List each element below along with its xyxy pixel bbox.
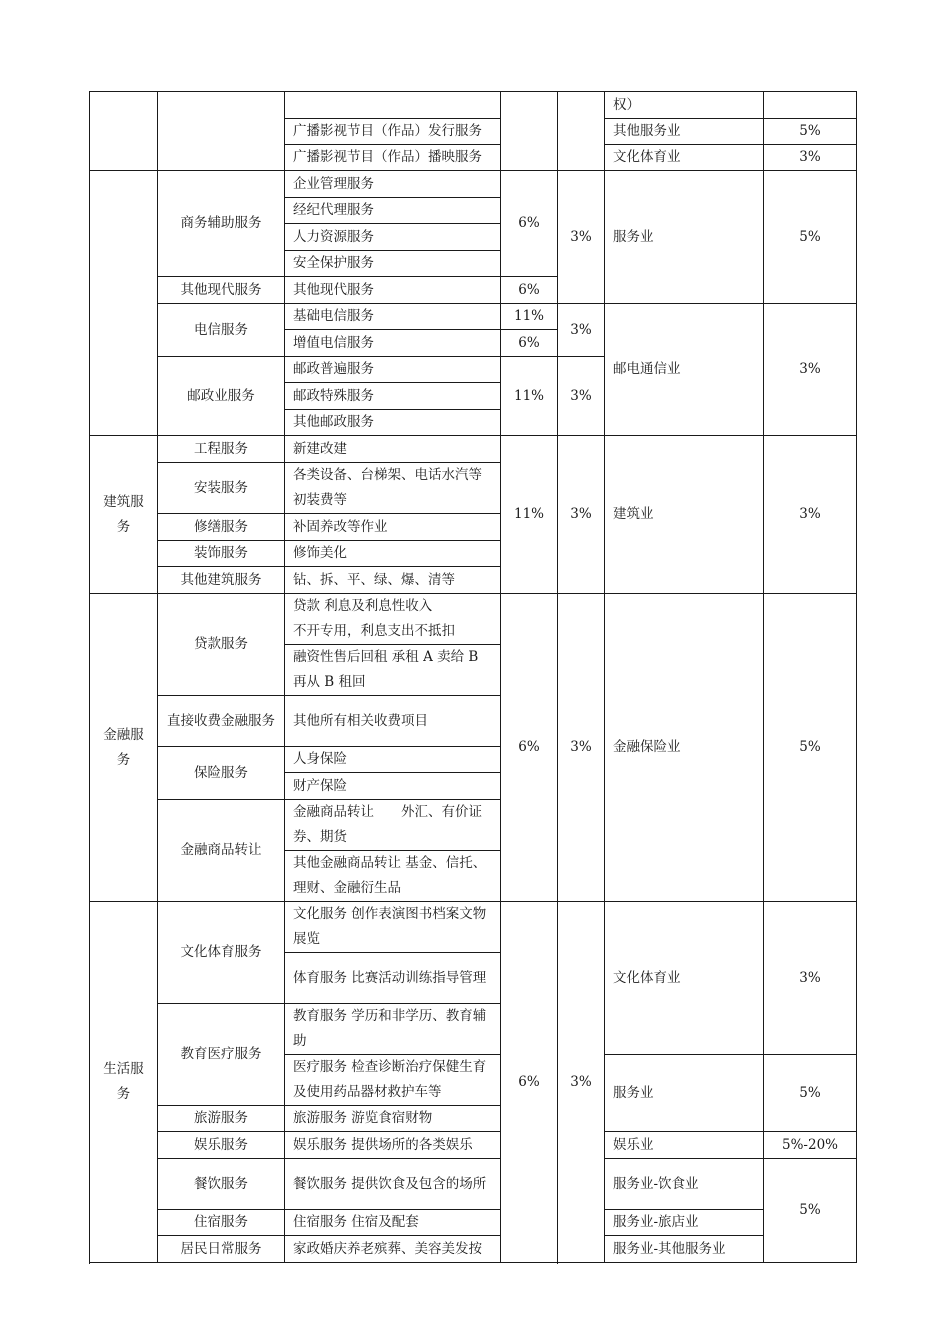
table-row [90,1210,857,1236]
item-cell: 各类设备、台梯架、电话水汽等初装费等 [285,463,501,514]
subcategory-cell: 直接收费金融服务 [158,696,285,747]
industry-rate-cell [764,92,857,119]
small-rate-cell: 3% [558,304,605,357]
table-row [90,304,857,330]
subcategory-cell: 餐饮服务 [158,1159,285,1210]
item-cell: 补固养改等作业 [285,514,501,541]
table-row [90,1159,857,1210]
item-cell: 医疗服务 检查诊断治疗保健生育及使用药品器材救护车等 [285,1055,501,1106]
industry-rate-cell: 5% [764,171,857,304]
item-cell: 广播影视节目（作品）发行服务 [285,119,501,145]
industry-cell: 建筑业 [605,436,764,594]
item-cell: 其他金融商品转让 基金、信托、理财、金融衍生品 [285,851,501,902]
rate-cell: 11% [501,357,558,436]
item-cell: 人身保险 [285,747,501,773]
item-cell: 其他邮政服务 [285,410,501,436]
subcategory-cell: 邮政业服务 [158,357,285,436]
item-cell: 融资性售后回租 承租 A 卖给 B 再从 B 租回 [285,645,501,696]
item-cell: 修饰美化 [285,541,501,567]
industry-cell: 服务业 [605,1055,764,1132]
table-row [90,902,857,953]
subcategory-cell: 住宿服务 [158,1210,285,1236]
industry-rate-cell: 5% [764,1159,857,1263]
industry-cell: 文化体育业 [605,902,764,1055]
small-rate-cell: 3% [558,436,605,594]
rate-cell: 6% [501,277,558,304]
rate-cell: 6% [501,171,558,277]
item-cell: 人力资源服务 [285,224,501,251]
table-row [90,594,857,645]
subcategory-cell: 安装服务 [158,463,285,514]
small-rate-cell: 3% [558,171,605,304]
item-cell: 财产保险 [285,773,501,800]
industry-cell: 服务业-其他服务业 [605,1236,764,1263]
subcategory-cell: 金融商品转让 [158,800,285,902]
item-cell: 文化服务 创作表演图书档案文物展览 [285,902,501,953]
industry-cell: 服务业-旅店业 [605,1210,764,1236]
item-cell: 家政婚庆养老殡葬、美容美发按 [285,1236,501,1263]
industry-rate-cell: 3% [764,304,857,436]
subcategory-cell: 商务辅助服务 [158,171,285,277]
industry-cell: 金融保险业 [605,594,764,902]
small-rate-cell: 3% [558,357,605,436]
rate-cell [501,92,558,171]
item-cell: 娱乐服务 提供场所的各类娱乐 [285,1132,501,1159]
industry-cell: 文化体育业 [605,145,764,171]
subcategory-cell: 娱乐服务 [158,1132,285,1159]
industry-rate-cell: 5%-20% [764,1132,857,1159]
industry-rate-cell: 3% [764,902,857,1055]
small-rate-cell: 3% [558,594,605,902]
industry-cell: 权） [605,92,764,119]
item-cell: 住宿服务 住宿及配套 [285,1210,501,1236]
rate-cell: 6% [501,594,558,902]
category-cell: 生活服务 [90,902,158,1263]
subcategory-cell: 贷款服务 [158,594,285,696]
item-cell: 体育服务 比赛活动训练指导管理 [285,953,501,1004]
rate-cell: 6% [501,902,558,1263]
category-cell: 金融服务 [90,594,158,902]
item-cell: 增值电信服务 [285,330,501,357]
industry-rate-cell: 3% [764,436,857,594]
subcategory-cell: 保险服务 [158,747,285,800]
subcategory-cell: 旅游服务 [158,1106,285,1132]
item-cell: 新建改建 [285,436,501,463]
subcategory-cell: 电信服务 [158,304,285,357]
item-cell [285,92,501,119]
rate-cell: 11% [501,436,558,594]
subcategory-cell: 居民日常服务 [158,1236,285,1263]
item-cell: 广播影视节目（作品）播映服务 [285,145,501,171]
item-cell: 金融商品转让 外汇、有价证券、期货 [285,800,501,851]
item-cell: 教育服务 学历和非学历、教育辅助 [285,1004,501,1055]
rate-cell: 6% [501,330,558,357]
subcategory-cell: 其他现代服务 [158,277,285,304]
item-cell: 基础电信服务 [285,304,501,330]
item-cell: 邮政普遍服务 [285,357,501,383]
item-cell: 旅游服务 游览食宿财物 [285,1106,501,1132]
item-cell: 经纪代理服务 [285,198,501,224]
table-row [90,92,857,119]
item-cell: 安全保护服务 [285,251,501,277]
category-cell [90,171,158,436]
item-cell: 邮政特殊服务 [285,383,501,410]
table-row [90,436,857,463]
industry-rate-cell: 5% [764,1055,857,1132]
item-cell: 其他所有相关收费项目 [285,696,501,747]
table-row [90,171,857,198]
small-rate-cell [558,92,605,171]
small-rate-cell: 3% [558,902,605,1263]
item-cell: 企业管理服务 [285,171,501,198]
industry-rate-cell: 5% [764,594,857,902]
subcategory-cell [158,92,285,171]
subcategory-cell: 修缮服务 [158,514,285,541]
industry-cell: 邮电通信业 [605,304,764,436]
industry-rate-cell: 5% [764,119,857,145]
industry-cell: 娱乐业 [605,1132,764,1159]
industry-rate-cell: 3% [764,145,857,171]
subcategory-cell: 教育医疗服务 [158,1004,285,1106]
category-cell [90,92,158,171]
category-cell: 建筑服务 [90,436,158,594]
subcategory-cell: 装饰服务 [158,541,285,567]
item-cell: 钻、拆、平、绿、爆、清等 [285,567,501,594]
rate-cell: 11% [501,304,558,330]
table-row [90,1236,857,1263]
table-row [90,1132,857,1159]
item-cell: 贷款 利息及利息性收入 不开专用，利息支出不抵扣 [285,594,501,645]
item-cell: 其他现代服务 [285,277,501,304]
subcategory-cell: 工程服务 [158,436,285,463]
item-cell: 餐饮服务 提供饮食及包含的场所 [285,1159,501,1210]
tax-rate-table [89,91,857,1263]
industry-cell: 服务业 [605,171,764,304]
subcategory-cell: 其他建筑服务 [158,567,285,594]
subcategory-cell: 文化体育服务 [158,902,285,1004]
industry-cell: 其他服务业 [605,119,764,145]
industry-cell: 服务业-饮食业 [605,1159,764,1210]
